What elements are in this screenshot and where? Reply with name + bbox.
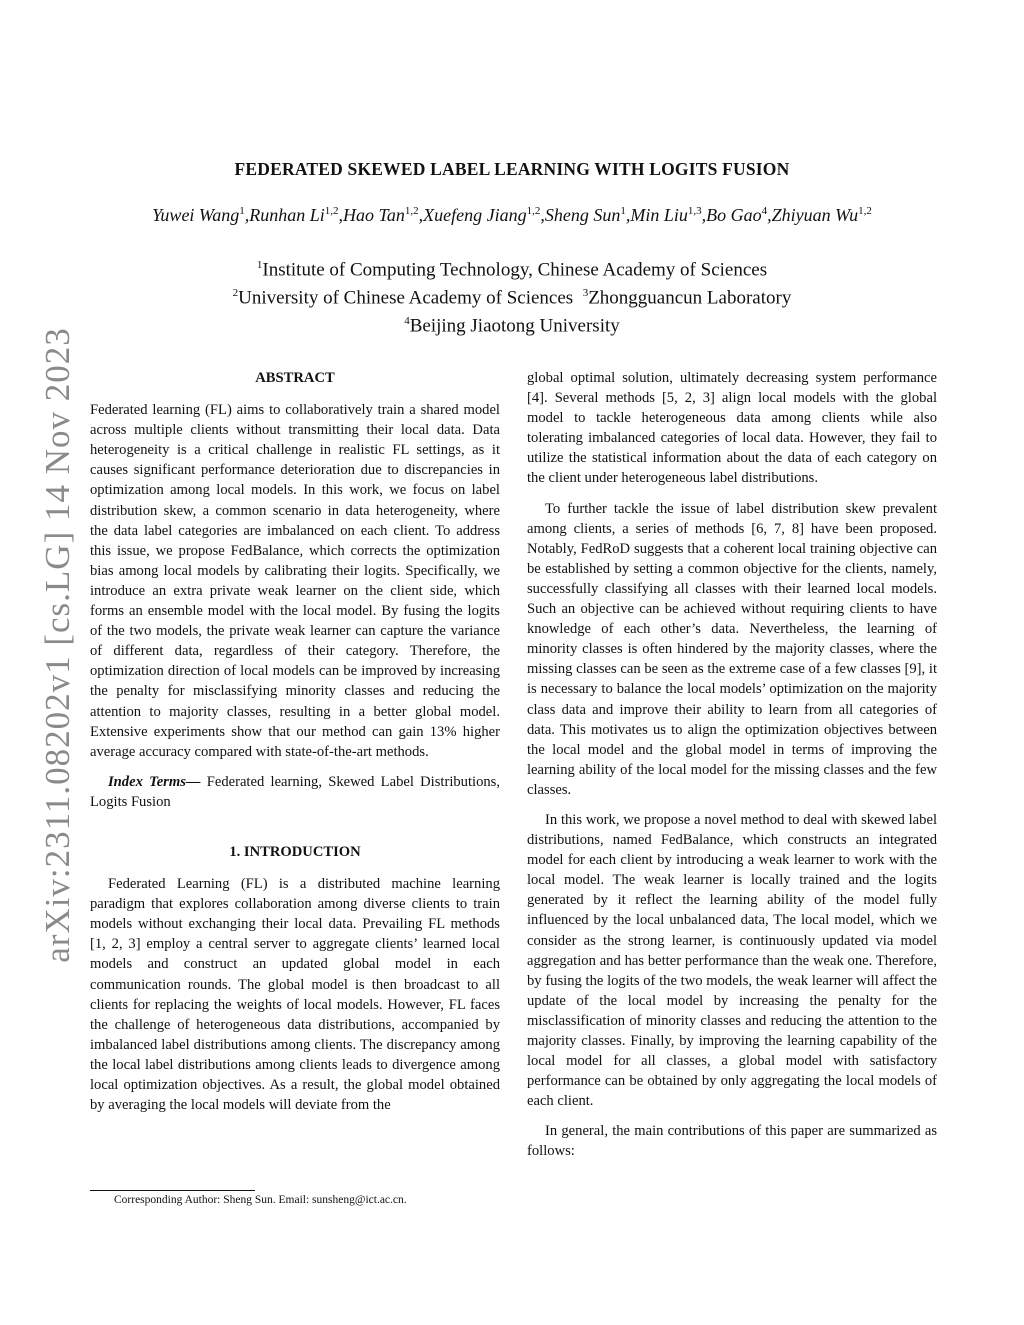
affiliation-zgc-lab: Zhongguancun Laboratory xyxy=(588,287,792,309)
affiliation-bjtu: Beijing Jiaotong University xyxy=(409,314,620,336)
author-affil-marker: 1,2 xyxy=(526,205,541,217)
author-name: Xuefeng Jiang xyxy=(423,205,527,225)
introduction-heading: 1. INTRODUCTION xyxy=(229,843,361,860)
right-column xyxy=(527,368,937,1162)
affiliation-line-2 xyxy=(0,282,1024,310)
author-affil-marker: 1,2 xyxy=(404,205,419,217)
author-affil-marker: 1,2 xyxy=(858,205,872,217)
affiliation-ict: Institute of Computing Technology, Chinese Academy of Sciences xyxy=(262,259,768,281)
abstract-text: Federated learning (FL) aims to collaboratively train a shared model across multiple clients without transmitting their local data. Data heterogeneity is a critical challenge in realistic FL settings, as it causes significant performance deterioration due to discrepancies in optimization among local models. In this work, we focus on label distribution skew, a common scenario in data heterogeneity, where the data label categories are imbalanced on each client. To address this issue, we propose FedBalance, which corrects the optimization bias among local models by calibrating their logits. Specifically, we introduce an extra private weak learner on the client side, which forms an ensemble model with the local model. By fusing the logits of the two models, the private weak learner can capture the variance of different data, regardless of their category. Therefore, the optimization direction of local models can be improved by increasing the penalty for misclassifying minority classes and reducing the attention to majority classes, resulting in a better global model. Extensive experiments show that our method can gain 13% higher average accuracy compared with state-of-the-art methods. xyxy=(90,402,500,760)
author-affil-marker: 1,2 xyxy=(324,205,339,217)
affiliation-line-3 xyxy=(0,310,1024,338)
affil-marker: 1 xyxy=(256,259,263,271)
author-name: Yuwei Wang xyxy=(152,205,240,225)
affil-marker: 4 xyxy=(404,314,410,327)
intro-paragraph-1: Federated Learning (FL) is a distributed machine learning paradigm that explores collaboration among diverse clients to train models without exchanging their local data. Prevailing FL methods [1, 2, 3] employ a central server to aggregate clients’ learned local models and construct an updated global model in each communication rounds. The global model is then broadcast to all clients for replacing the weights of local models. However, FL faces the challenge of heterogeneous data distributions, accompanied by imbalanced label distributions among clients. The discrepancy among the local label distributions among clients leads to divergence among local optimization objectives. As a result, the global model obtained by averaging the local models will deviate from the xyxy=(90,876,500,1114)
author-name: Sheng Sun xyxy=(544,205,621,225)
paper-title: FEDERATED SKEWED LABEL LEARNING WITH LOGITS FUSION xyxy=(234,159,790,179)
corresponding-author-footnote: Corresponding Author: Sheng Sun. Email: sunsheng@ict.ac.cn. xyxy=(114,1194,407,1206)
index-terms xyxy=(90,772,500,812)
index-terms-text: Federated learning, Skewed Label Distributions, Logits Fusion xyxy=(90,773,501,810)
author-name: Min Liu xyxy=(630,205,688,225)
affil-marker: 2 xyxy=(232,286,239,299)
intro-paragraph-3: In this work, we propose a novel method to deal with skewed label distributions, named FedBalance, which constructs an integrated model for each client by introducing a weak learner to work with the local model. The weak learner is locally trained and the logits generated by it reflect the learning ability of the model fully influenced by the local unbalanced data, The local model, which we consider as the strong learner, is continuously updated via model aggregation and has better performance than the weak one. Therefore, by fusing the logits of the two models, the weak learner will affect the update of the local model by increasing the penalty for the misclassification of minority classes and reducing the attention to the majority classes. Finally, by improving the learning capability of the local model for all classes, a global model with satisfactory performance can be obtained by only aggregating the local models of each client. xyxy=(527,811,937,1110)
author-list: Yuwei Wang$^1$,Runhan Li$^{1,2}$,Hao Tan$^{1,2}$,Xuefeng Jiang$^{1,2}$,Sheng Sun$^1$,Min Liu$^{1,3}$,Bo Gao$^4$,Zhiyuan Wu$^{1,2}$ xyxy=(152,205,872,225)
arxiv-identifier-text: arXiv:2311.08202v1 [cs.LG] 14 Nov 2023 xyxy=(38,327,78,963)
author-affil-marker: 1 xyxy=(239,205,245,217)
intro-paragraph-1-continued: global optimal solution, ultimately decreasing system performance [4]. Several methods [5, 2, 3] align local models with the global model to tackle heterogeneous data among clients while also tolerating imbalanced categories of local data. However, they fail to utilize the statistical information about the data of each category on the client under heterogeneous label distributions. xyxy=(527,370,937,487)
index-terms-label: Index Terms— xyxy=(108,773,201,790)
affiliation-block xyxy=(0,254,1024,337)
author-affil-marker: 4 xyxy=(761,205,768,217)
footnote-divider xyxy=(90,1190,255,1191)
author-name: Zhiyuan Wu xyxy=(771,205,859,225)
intro-paragraph-2: To further tackle the issue of label distribution skew prevalent among clients, a series of methods [6, 7, 8] have been proposed. Notably, FedRoD suggests that a coherent local training objective can be established by setting a common objective for the clients, namely, successfully classifying all classes with their learned local models. Such an objective can be achieved without requiring clients to have knowledge of each other’s data. Nevertheless, the learning of minority classes is often hindered by the majority classes, where the missing classes can be seen as the extreme case of a few classes [9], it is necessary to balance the local models’ optimization on the majority class data and improve their ability to learn from all categories of data. This motivates us to align the optimization objectives between the local model and the global model in terms of improving the learning ability of the local model for the missing classes and the few classes. xyxy=(527,500,937,798)
affiliation-line-1 xyxy=(0,254,1024,282)
left-column xyxy=(90,368,500,1115)
author-name: Hao Tan xyxy=(343,205,405,225)
author-name: Runhan Li xyxy=(249,205,325,225)
author-affil-marker: 1 xyxy=(620,205,626,217)
author-name: Bo Gao xyxy=(706,205,762,225)
affil-marker: 3 xyxy=(582,286,589,299)
affiliation-ucas: University of Chinese Academy of Sciences xyxy=(238,287,574,309)
intro-paragraph-4: In general, the main contributions of this paper are summarized as follows: xyxy=(527,1123,937,1160)
abstract-heading: ABSTRACT xyxy=(255,370,335,386)
author-affil-marker: 1,3 xyxy=(687,205,702,217)
arxiv-identifier-stamp xyxy=(28,327,88,963)
